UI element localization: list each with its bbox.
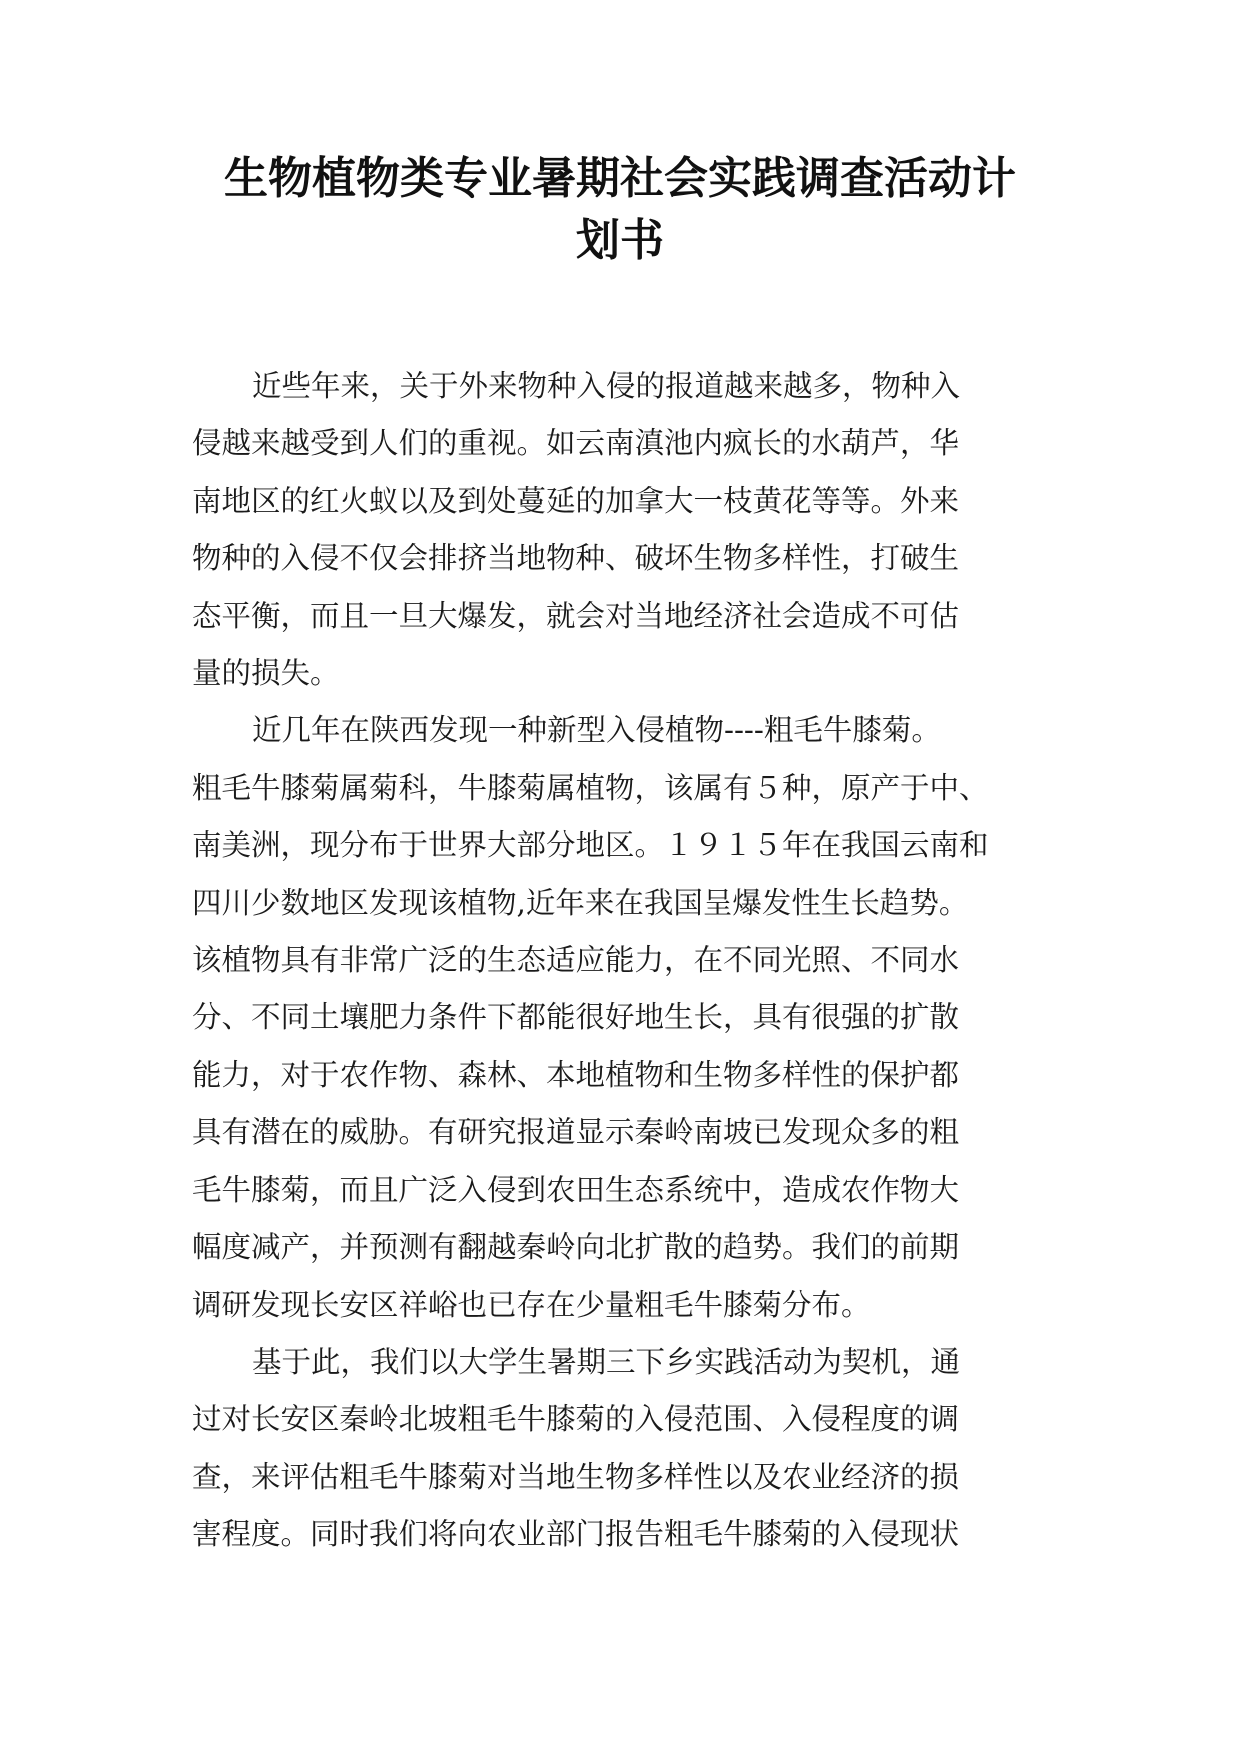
paragraph-line: 毛牛膝菊，而且广泛入侵到农田生态系统中，造成农作物大: [192, 1172, 960, 1207]
paragraph-line: 害程度。同时我们将向农业部门报告粗毛牛膝菊的入侵现状: [192, 1517, 960, 1552]
title-line-1: 生物植物类专业暑期社会实践调查活动计: [224, 153, 1016, 204]
paragraph-line: 侵越来越受到人们的重视。如云南滇池内疯长的水葫芦，华: [192, 426, 960, 461]
paragraph-3: [192, 1334, 1052, 1564]
title-line-2: 划书: [576, 215, 664, 266]
paragraph-line: 近些年来，关于外来物种入侵的报道越来越多，物种入: [252, 369, 961, 403]
paragraph-2: [192, 702, 1052, 1333]
paragraph-1: [192, 358, 1052, 702]
paragraph-line: 调研发现长安区祥峪也已存在少量粗毛牛膝菊分布。: [192, 1287, 871, 1322]
paragraph-line: 具有潜在的威胁。有研究报道显示秦岭南坡已发现众多的粗: [192, 1115, 960, 1150]
paragraph-line: 粗毛牛膝菊属菊科，牛膝菊属植物，该属有５种，原产于中、: [192, 770, 989, 805]
paragraph-line: 物种的入侵不仅会排挤当地物种、破坏生物多样性，打破生: [192, 541, 960, 576]
paragraph-line: 该植物具有非常广泛的生态适应能力，在不同光照、不同水: [192, 943, 960, 978]
paragraph-line: 四川少数地区发现该植物,近年来在我国呈爆发性生长趋势。: [192, 885, 969, 920]
paragraph-line: 分、不同土壤肥力条件下都能很好地生长，具有很强的扩散: [192, 1000, 960, 1035]
paragraph-line: 近几年在陕西发现一种新型入侵植物----粗毛牛膝菊。: [252, 713, 941, 748]
document-body: [192, 358, 1052, 1564]
paragraph-line: 态平衡，而且一旦大爆发，就会对当地经济社会造成不可估: [192, 598, 960, 633]
paragraph-line: 查，来评估粗毛牛膝菊对当地生物多样性以及农业经济的损: [192, 1459, 960, 1494]
paragraph-line: 量的损失。: [192, 656, 340, 691]
paragraph-line: 南地区的红火蚁以及到处蔓延的加拿大一枝黄花等等。外来: [192, 483, 960, 518]
document-title: [190, 148, 1050, 272]
paragraph-line: 基于此，我们以大学生暑期三下乡实践活动为契机，通: [252, 1344, 961, 1379]
paragraph-line: 过对长安区秦岭北坡粗毛牛膝菊的入侵范围、入侵程度的调: [192, 1402, 960, 1437]
paragraph-line: 南美洲，现分布于世界大部分地区。１９１５年在我国云南和: [192, 828, 989, 863]
paragraph-line: 能力，对于农作物、森林、本地植物和生物多样性的保护都: [192, 1057, 960, 1092]
paragraph-line: 幅度减产，并预测有翻越秦岭向北扩散的趋势。我们的前期: [192, 1230, 960, 1265]
